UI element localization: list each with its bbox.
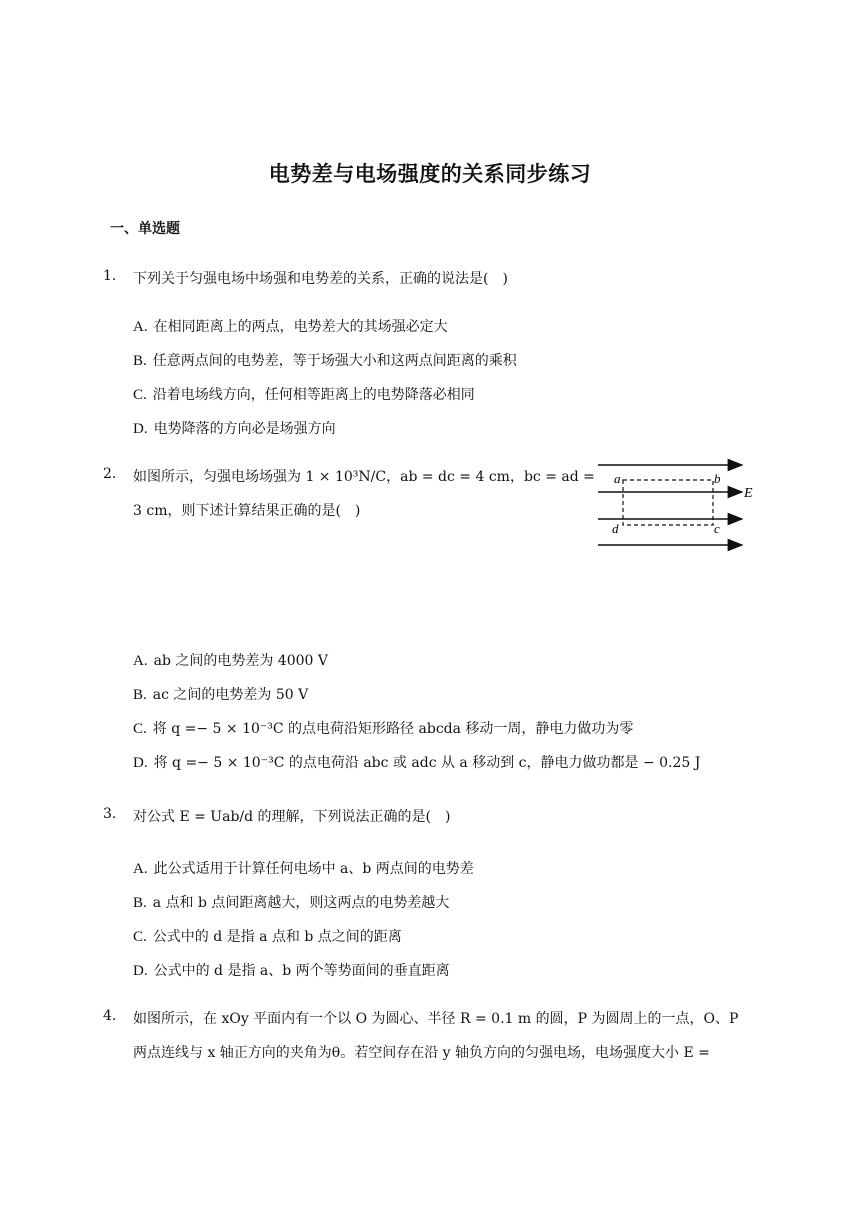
option-b[interactable] xyxy=(133,892,449,912)
point-d-label: d xyxy=(612,521,619,536)
option-text: 沿着电场线方向，任何相等距离上的电势降落必相同 xyxy=(152,387,475,403)
option-d[interactable] xyxy=(133,752,700,772)
option-c[interactable] xyxy=(133,718,633,738)
option-d[interactable] xyxy=(133,960,450,980)
question-text: 对公式 E = Uab/d 的理解，下列说法正确的是( ) xyxy=(133,809,451,825)
option-letter: B. xyxy=(133,687,147,703)
option-letter: B. xyxy=(133,895,147,911)
option-letter: C. xyxy=(133,387,147,403)
option-letter: A. xyxy=(133,653,148,669)
option-b[interactable] xyxy=(133,350,517,370)
point-a-label: a xyxy=(614,471,621,486)
option-b[interactable] xyxy=(133,684,308,704)
option-letter: C. xyxy=(133,929,147,945)
option-text: 任意两点间的电势差，等于场强大小和这两点间距离的乘积 xyxy=(152,353,517,369)
option-c[interactable] xyxy=(133,384,475,404)
question-number: 1. xyxy=(103,268,117,284)
option-letter: A. xyxy=(133,861,148,877)
option-letter: D. xyxy=(133,963,148,979)
point-b-label: b xyxy=(714,471,721,486)
option-a[interactable] xyxy=(133,858,474,878)
option-text: 将 q =− 5 × 10⁻³C 的点电荷沿矩形路径 abcda 移动一周，静电力做功为零 xyxy=(152,721,634,737)
option-c[interactable] xyxy=(133,926,402,946)
question-text-line2: 两点连线与 x 轴正方向的夹角为θ。若空间存在沿 y 轴负方向的匀强电场，电场强度大小 E = xyxy=(133,1045,710,1061)
option-a[interactable] xyxy=(133,316,448,336)
option-letter: D. xyxy=(133,421,148,437)
option-text: ab 之间的电势差为 4000 V xyxy=(153,653,328,669)
page-title: 电势差与电场强度的关系同步练习 xyxy=(268,162,592,186)
question-text-line1: 如图所示，在 xOy 平面内有一个以 O 为圆心、半径 R = 0.1 m 的圆，P 为圆周上的一点，O、P xyxy=(133,1011,739,1027)
option-text: 将 q =− 5 × 10⁻³C 的点电荷沿 abc 或 adc 从 a 移动到 c，静电力做功都是 − 0.25 J xyxy=(153,755,701,771)
option-letter: D. xyxy=(133,755,148,771)
question-text-line1: 如图所示，匀强电场场强为 1 × 10³N/C，ab = dc = 4 cm，bc = ad = xyxy=(133,469,595,485)
option-a[interactable] xyxy=(133,650,328,670)
field-e-label: E xyxy=(744,486,753,501)
question-text-line2: 3 cm，则下述计算结果正确的是( ) xyxy=(133,503,361,519)
question-number: 3. xyxy=(103,806,117,822)
option-text: 电势降落的方向必是场强方向 xyxy=(153,421,336,437)
question-number: 4. xyxy=(103,1008,117,1024)
option-text: 公式中的 d 是指 a、b 两个等势面间的垂直距离 xyxy=(153,963,450,979)
option-letter: B. xyxy=(133,353,147,369)
electric-field-figure xyxy=(592,455,760,555)
option-text: ac 之间的电势差为 50 V xyxy=(152,687,309,703)
option-text: a 点和 b 点间距离越大，则这两点的电势差越大 xyxy=(152,895,450,911)
option-text: 在相同距离上的两点，电势差大的其场强必定大 xyxy=(153,319,448,335)
question-text: 下列关于匀强电场中场强和电势差的关系，正确的说法是( ) xyxy=(133,271,508,287)
point-c-label: c xyxy=(714,521,720,536)
option-text: 此公式适用于计算任何电场中 a、b 两点间的电势差 xyxy=(153,861,474,877)
option-letter: A. xyxy=(133,319,148,335)
section-heading: 一、单选题 xyxy=(110,221,180,237)
option-letter: C. xyxy=(133,721,147,737)
option-d[interactable] xyxy=(133,418,336,438)
option-text: 公式中的 d 是指 a 点和 b 点之间的距离 xyxy=(152,929,402,945)
question-number: 2. xyxy=(103,466,117,482)
